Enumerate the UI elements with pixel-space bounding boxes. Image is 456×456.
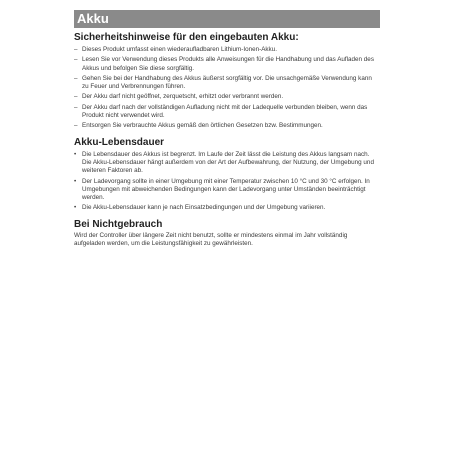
section-heading-safety: Sicherheitshinweise für den eingebauten Akku: [74,32,299,43]
section-heading-non-use: Bei Nichtgebrauch [74,218,163,230]
safety-list [74,46,380,131]
list-item [74,104,380,121]
dash-bullet: – [74,46,78,53]
dot-bullet: • [74,204,77,212]
battery-life-list [74,151,380,213]
section-heading-battery-life: Akku-Lebensdauer [74,136,165,148]
dash-bullet: – [74,56,78,64]
list-item-text: Der Akku darf nach der vollständigen Aufladung nicht mit der Ladequelle verbunden bleiben, wenn das Produkt nicht verwendet wird. [82,103,368,120]
content [74,32,380,248]
list-item-text: Die Akku-Lebensdauer kann je nach Einsatzbedingungen und der Umgebung variieren. [82,204,326,212]
list-item [74,178,380,203]
list-item-text: Die Lebensdauer des Akkus ist begrenzt. Im Laufe der Zeit lässt die Leistung des Akkus langsam nach. Die Akku-Lebensdauer hängt außerdem von der Art der Aufbewahrung, der Nutzung, der Umgebung und weiteren Faktoren ab. [82,150,374,175]
list-item-text: Lesen Sie vor Verwendung dieses Produkts alle Anweisungen für die Handhabung und das Aufladen des Akkus und befolgen Sie diese sorgfältig. [82,56,374,72]
dot-bullet: • [74,177,77,185]
dash-bullet: – [74,122,78,130]
list-item [74,56,380,73]
list-item-text: Gehen Sie bei der Handhabung des Akkus äußerst sorgfältig vor. Die unsachgemäße Verwendung kann zu Feuer und Verbrennungen führen. [82,74,372,91]
dot-bullet: • [74,150,77,158]
list-item [74,151,380,176]
list-item-text: Dieses Produkt umfasst einen wiederaufladbaren Lithium-Ionen-Akku. [82,46,277,53]
dash-bullet: – [74,93,78,101]
dash-bullet: – [74,103,78,111]
list-item [74,204,380,212]
page-title: Akku [74,10,380,28]
list-item [74,75,380,92]
dash-bullet: – [74,74,78,82]
non-use-paragraph: Wird der Controller über längere Zeit nicht benutzt, sollte er mindestens einmal im Jahr vollständig aufgeladen werden, um die Leistungsfähigkeit zu gewährleisten. [74,231,348,248]
list-item [74,46,380,54]
list-item-text: Entsorgen Sie verbrauchte Akkus gemäß den örtlichen Gesetzen bzw. Bestimmungen. [82,122,323,130]
list-item-text: Der Ladevorgang sollte in einer Umgebung mit einer Temperatur zwischen 10 °C und 30 °C erfolgen. In Umgebungen mit abweichenden Bedingungen kann der Ladevorgang unter Umständen beeinträchtigt werden. [82,177,370,202]
list-item [74,93,380,101]
list-item [74,122,380,130]
list-item-text: Der Akku darf nicht geöffnet, zerquetscht, erhitzt oder verbrannt werden. [82,93,284,101]
